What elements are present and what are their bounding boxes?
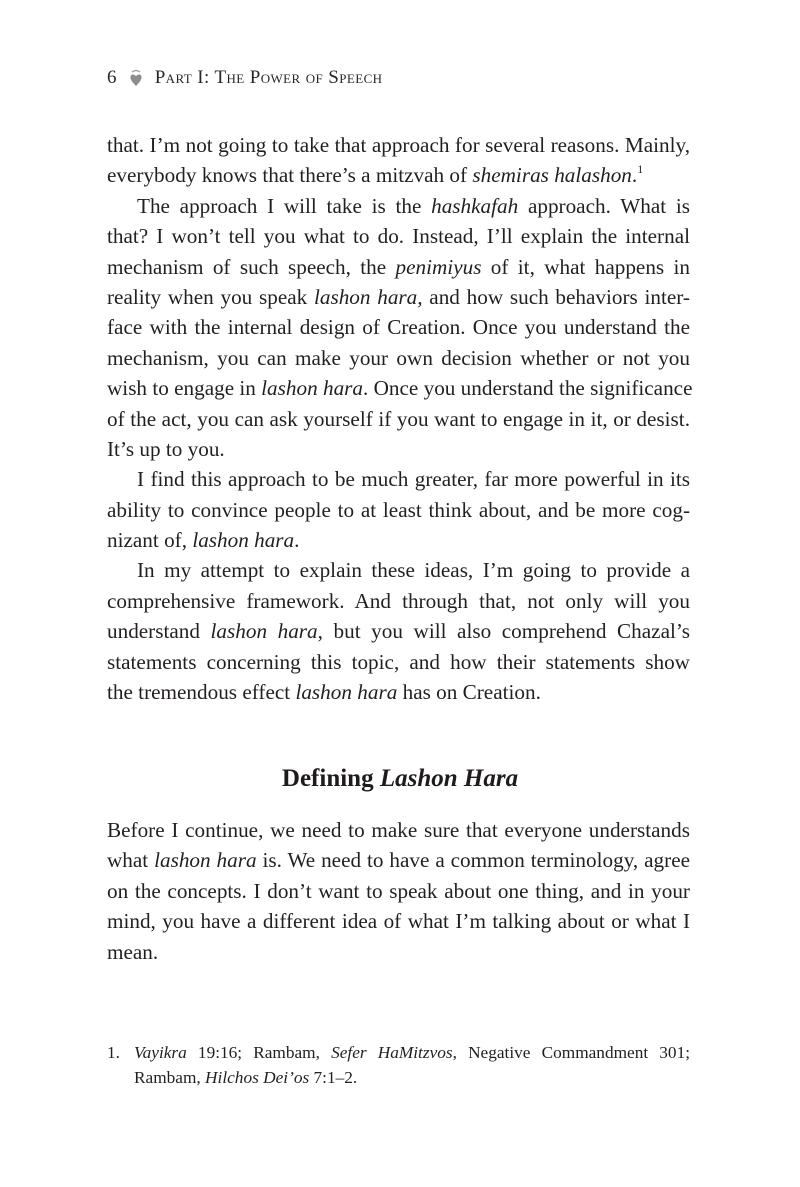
italic-term: penimiyus (395, 254, 482, 279)
text-run: face with the internal design of Creation. Once you understand the (107, 315, 690, 340)
italic-term: lashon hara (192, 528, 295, 553)
text-run: The approach I will take is the (137, 193, 432, 218)
text-line (107, 130, 690, 160)
page-number: 6 (107, 67, 117, 88)
text-run: Rambam, (134, 1067, 206, 1087)
text-run: nizant of, (107, 528, 193, 553)
text-run: Before I continue, we need to make sure that everyone understands (107, 818, 690, 842)
footnote-reference[interactable]: 1 (637, 162, 644, 177)
italic-term: Hilchos Dei’os (205, 1067, 310, 1087)
text-run: mean. (107, 939, 159, 964)
italic-term: lashon hara (261, 376, 364, 401)
paragraph (107, 191, 693, 465)
body-text-main (107, 130, 693, 707)
text-line (107, 434, 690, 464)
paragraph (107, 130, 690, 191)
text-line (107, 555, 690, 585)
text-line (107, 404, 690, 434)
footnote-number: 1. (107, 1043, 120, 1062)
text-run: . (631, 163, 638, 188)
text-run: 7:1–2. (309, 1067, 358, 1087)
text-run: that. I’m not going to take that approach for several reasons. Mainly, (107, 133, 690, 157)
section-heading-italic: Lashon Hara (379, 765, 519, 792)
italic-term: lashon hara (154, 848, 257, 873)
text-run: , but you will also comprehend Chazal’s (317, 619, 690, 644)
text-run: the tremendous effect (107, 680, 296, 705)
text-line (107, 191, 690, 221)
italic-term: lashon hara (210, 619, 318, 644)
text-line (107, 586, 690, 616)
text-run: I find this approach to be much greater, far more powerful in its (137, 467, 690, 492)
italic-term: shemiras halashon (472, 163, 632, 188)
text-run: that? I won’t tell you what to do. Instead, I’ll explain the internal (107, 224, 690, 249)
italic-term: Sefer HaMitzvos (331, 1043, 453, 1062)
italic-term: hashkafah (431, 193, 519, 218)
text-line (107, 845, 690, 875)
text-line (107, 221, 690, 251)
text-run: of it, what happens in (481, 254, 690, 279)
text-run: is. We need to have a common terminology, agree (256, 848, 690, 873)
text-run: has on Creation. (397, 680, 541, 705)
footnote-line (107, 1066, 690, 1091)
text-run: on the concepts. I don’t want to speak about one thing, and in your (107, 878, 690, 903)
text-run: mind, you have a different idea of what I’m talking about or what I (107, 909, 690, 934)
text-line (107, 495, 690, 525)
text-line (107, 647, 690, 677)
text-run: . (294, 528, 300, 553)
text-run: 19:16; Rambam, (186, 1043, 332, 1062)
text-run: what (107, 848, 155, 873)
text-line (107, 282, 690, 312)
paragraph (107, 464, 690, 555)
paragraph (107, 815, 690, 967)
text-line (107, 876, 690, 906)
text-line (107, 616, 690, 646)
text-line (107, 525, 690, 555)
italic-term: lashon hara (295, 680, 398, 705)
running-head-title: Part I: The Power of Speech (154, 67, 383, 88)
text-line (107, 937, 690, 967)
text-line (107, 677, 690, 707)
italic-term: Vayikra (134, 1043, 187, 1062)
section-heading-roman: Defining (281, 765, 380, 792)
text-line (107, 252, 690, 282)
text-run: , Negative Commandment 301; (452, 1043, 691, 1062)
text-line (107, 343, 690, 373)
text-line (107, 160, 690, 190)
text-run: approach. What is (518, 193, 690, 218)
footnote-item (107, 1041, 690, 1090)
text-run: mechanism of such speech, the (107, 254, 396, 279)
text-run: In my attempt to explain these ideas, I’m going to provide a (137, 558, 690, 583)
text-run: understand (107, 619, 211, 644)
text-line (107, 312, 690, 342)
footnote-line (107, 1041, 690, 1066)
text-run: . Once you understand the significance (363, 376, 693, 401)
text-line (107, 906, 690, 936)
body-text-section (107, 815, 690, 967)
text-run: of the act, you can ask yourself if you want to engage in it, or desist. (107, 406, 690, 431)
running-head (107, 66, 382, 90)
text-line (107, 815, 690, 845)
footnotes (107, 1041, 690, 1090)
text-line (107, 464, 690, 494)
text-run: statements concerning this topic, and how their statements show (107, 649, 690, 674)
text-line (107, 373, 693, 403)
text-run: ability to convince people to at least think about, and be more cog- (107, 497, 690, 522)
italic-term: lashon hara, (313, 284, 423, 309)
paragraph (107, 555, 690, 707)
text-run: everybody knows that there’s a mitzvah of (107, 163, 473, 188)
text-run: comprehensive framework. And through that, not only will you (107, 588, 690, 613)
text-run: mechanism, you can make your own decision whether or not you (107, 345, 690, 370)
section-heading (0, 765, 800, 793)
text-run: and how such behaviors inter- (422, 284, 690, 309)
text-run: reality when you speak (107, 284, 314, 309)
heart-leaf-ornament-icon (129, 69, 143, 87)
text-run: wish to engage in (107, 376, 262, 401)
text-run: It’s up to you. (107, 436, 225, 461)
